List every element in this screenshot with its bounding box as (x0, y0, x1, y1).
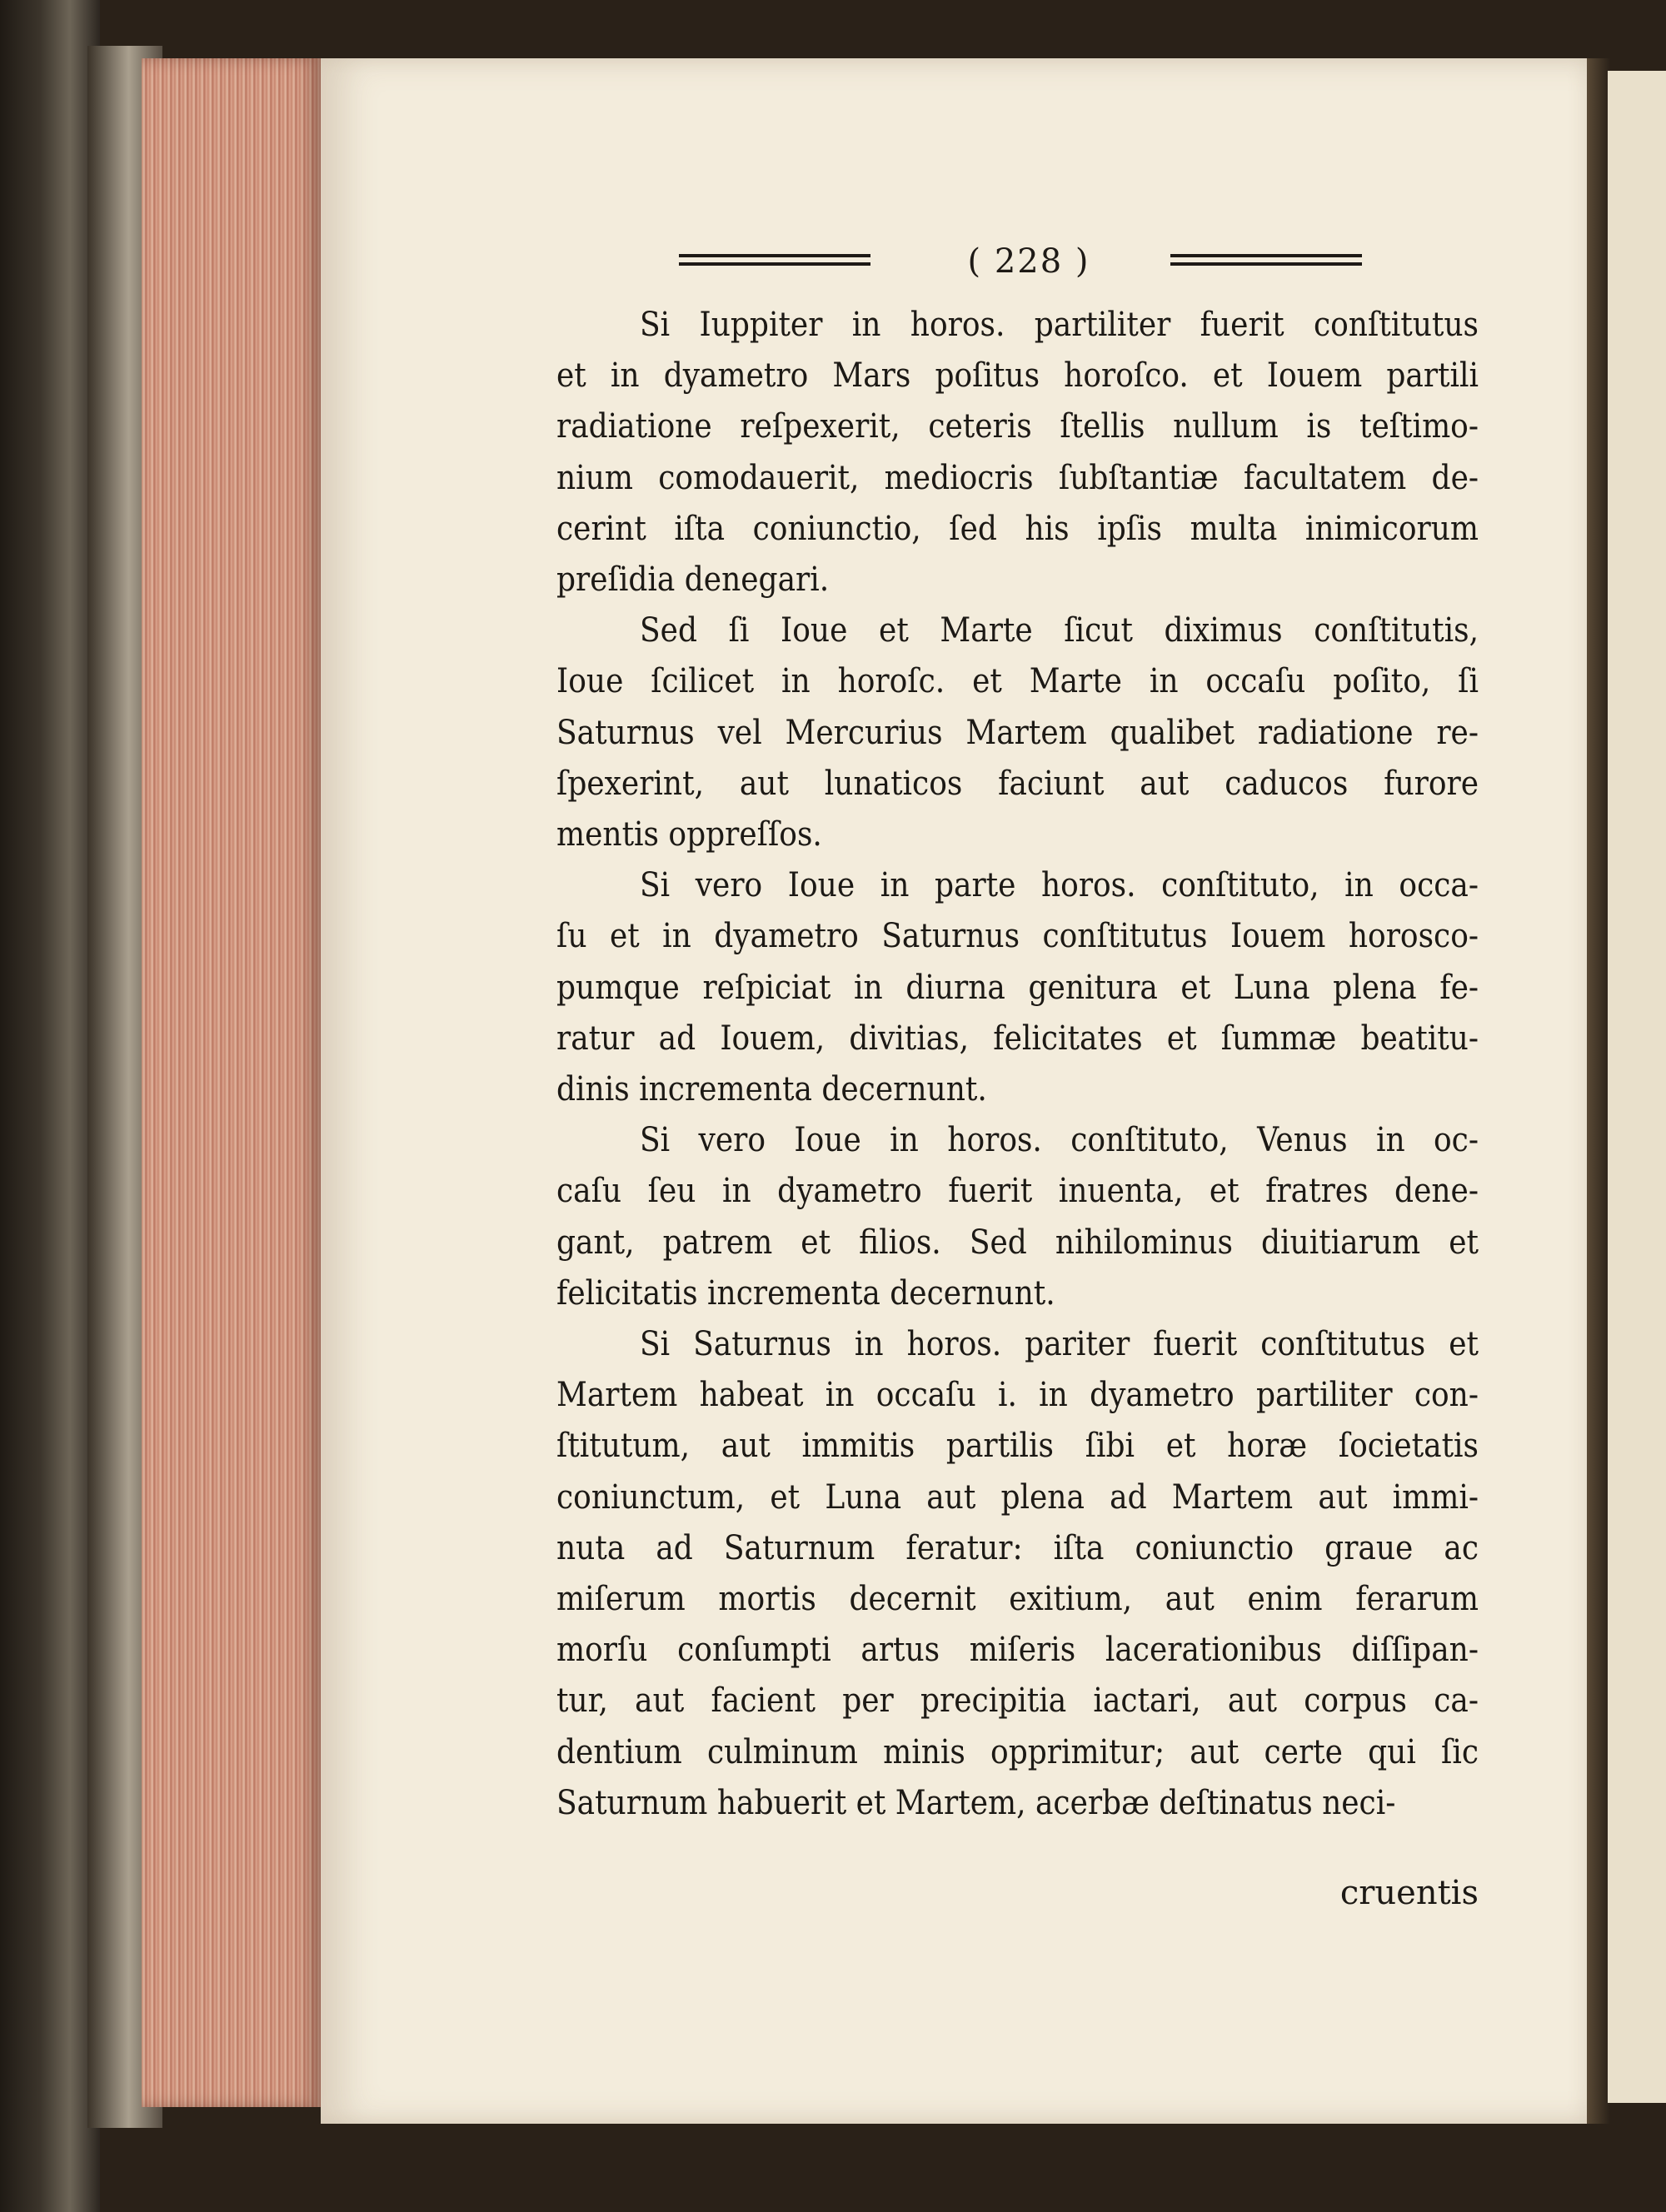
text-line: ratur ad Iouem, divitias, felicitates et ſummæ beatitu- (556, 1019, 1479, 1058)
header-rule-right (1170, 254, 1362, 266)
paragraph (556, 1319, 1479, 1829)
text-line: Si Iuppiter in horos. partiliter fuerit conſtitutus (640, 306, 1479, 344)
text-line: et in dyametro Mars poſitus horoſco. et Iouem partili (556, 356, 1479, 396)
text-line: nuta ad Saturnum feratur: iſta coniunctio graue ac (556, 1528, 1479, 1567)
facing-page-edge (1608, 71, 1666, 2103)
book-cover-edge (0, 0, 100, 2212)
text-line: ſtitutum, aut immitis partilis ſibi et horæ ſocietatis (556, 1427, 1479, 1466)
text-line: Saturnus vel Mercurius Martem qualibet radiatione re- (556, 713, 1479, 752)
text-line: nium comodauerit, mediocris ſubſtantiæ facultatem de- (556, 458, 1479, 497)
text-line: cerint iſta coniunctio, ſed his ipſis multa inimicorum (556, 509, 1479, 548)
paragraph (556, 605, 1479, 860)
page-block-edges (142, 58, 321, 2107)
text-line: caſu ſeu in dyametro fuerit inuenta, et fratres dene- (556, 1172, 1479, 1211)
running-header (354, 242, 1379, 281)
text-line: Sed ſi Ioue et Marte ſicut diximus conſtitutis, (640, 611, 1479, 650)
text-line: mentis oppreſſos. (556, 815, 822, 854)
text-line: dinis incrementa decernunt. (556, 1070, 987, 1109)
body-text (556, 300, 1479, 1829)
text-line: felicitatis incrementa decernunt. (556, 1273, 1055, 1313)
paragraph (556, 1115, 1479, 1319)
text-line: Ioue ſcilicet in horoſc. et Marte in occaſu poſito, ſi (556, 662, 1479, 701)
text-line: morſu conſumpti artus miſeris lacerationibus diſſipan- (556, 1631, 1479, 1670)
text-line: ſpexerint, aut lunaticos faciunt aut caducos furore (556, 764, 1479, 803)
text-line: gant, patrem et filios. Sed nihilominus diuitiarum et (556, 1223, 1479, 1262)
page-number: ( 228 ) (967, 242, 1090, 281)
text-line: ſu et in dyametro Saturnus conſtitutus Iouem horosco- (556, 917, 1479, 956)
text-line: pumque reſpiciat in diurna genitura et Luna plena fe- (556, 968, 1479, 1007)
text-line: coniunctum, et Luna aut plena ad Martem aut immi- (556, 1477, 1479, 1517)
paragraph (556, 300, 1479, 605)
catchword: cruentis (1339, 1874, 1479, 1912)
gutter-shadow (1587, 58, 1610, 2124)
text-line: Si vero Ioue in parte horos. conſtituto, in occa- (640, 866, 1479, 905)
text-line: Si vero Ioue in horos. conſtituto, Venus in oc- (640, 1121, 1479, 1160)
text-line: miſerum mortis decernit exitium, aut enim ferarum (556, 1580, 1479, 1619)
text-line: Saturnum habuerit et Martem, acerbæ deſtinatus neci- (556, 1783, 1396, 1822)
text-line: dentium culminum minis opprimitur; aut certe qui ſic (556, 1732, 1479, 1771)
header-rule-left (679, 254, 870, 266)
text-line: Martem habeat in occaſu i. in dyametro partiliter con- (556, 1376, 1479, 1415)
text-line: tur, aut facient per precipitia iactari, aut corpus ca- (556, 1681, 1479, 1721)
text-line: preſidia denegari. (556, 560, 830, 600)
paragraph (556, 860, 1479, 1115)
text-line: Si Saturnus in horos. pariter fuerit conſtitutus et (640, 1325, 1479, 1364)
text-line: radiatione reſpexerit, ceteris ſtellis nullum is teſtimo- (556, 407, 1479, 446)
